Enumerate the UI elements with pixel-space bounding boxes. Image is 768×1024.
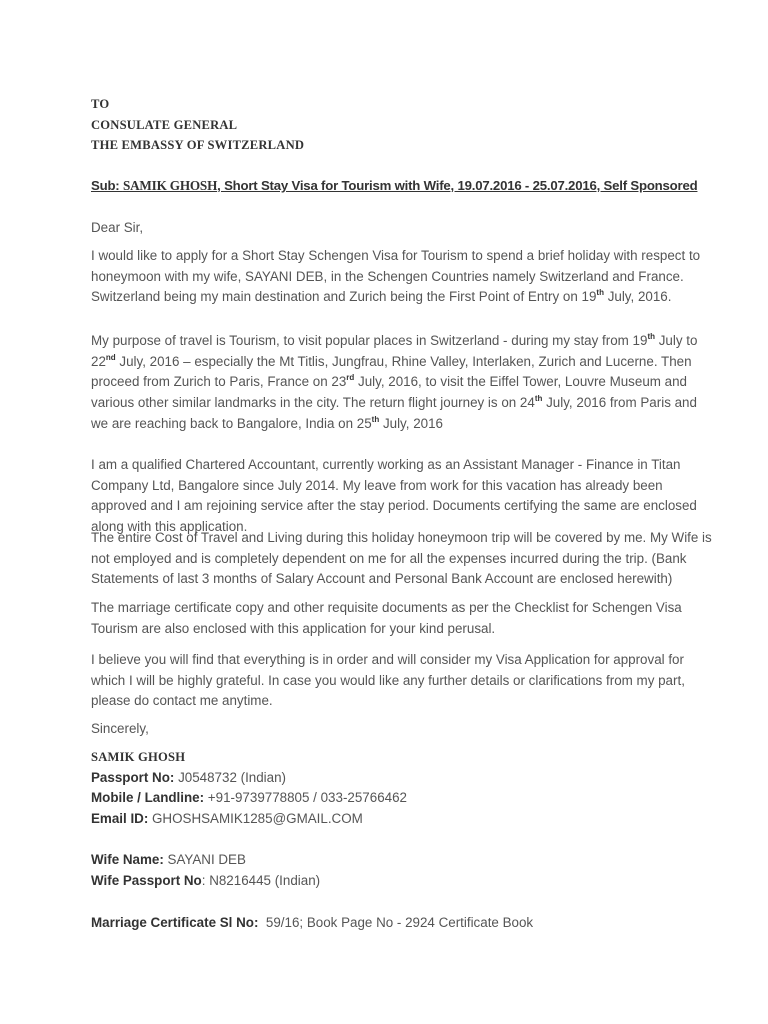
passport-label: Passport No: xyxy=(91,769,175,785)
closing: Sincerely, xyxy=(91,721,149,736)
line-text: The marriage certificate copy and other requisite documents as per the Checklist for Schengen Visa xyxy=(91,600,682,615)
paragraph-line xyxy=(91,372,697,393)
body-paragraph xyxy=(91,528,712,590)
ordinal-suffix: rd xyxy=(346,373,355,383)
paragraph-line xyxy=(91,267,700,288)
salutation: Dear Sir, xyxy=(91,220,144,235)
ordinal-suffix: th xyxy=(647,332,655,341)
line-text: I am a qualified Chartered Accountant, currently working as an Assistant Manager - Finance in Titan xyxy=(91,457,681,472)
recipient-line: THE EMBASSY OF SWITZERLAND xyxy=(91,138,305,153)
paragraph-line xyxy=(91,287,700,308)
line-text: July, 2016 from Paris and xyxy=(542,395,697,411)
ordinal-suffix: th xyxy=(371,414,380,424)
paragraph-line xyxy=(91,569,712,590)
line-text: we are reaching back to Bangalore, India on 25 xyxy=(91,415,372,431)
line-text: various other similar landmarks in the city. The return flight journey is on 24 xyxy=(91,395,535,411)
body-paragraph xyxy=(91,331,697,434)
line-text: July, 2016 – especially the Mt Titlis, Jungfrau, Rhine Valley, Interlaken, Zurich and Lucerne. Then xyxy=(115,353,692,369)
body-paragraph xyxy=(91,246,700,308)
email-value: GHOSHSAMIK1285@GMAIL.COM xyxy=(148,811,363,827)
paragraph-line xyxy=(91,393,697,414)
line-text: July to xyxy=(655,333,698,348)
wife-name-label: Wife Name: xyxy=(91,852,164,868)
email-label: Email ID: xyxy=(91,811,149,827)
line-text: July, 2016. xyxy=(603,289,672,305)
wife-passport-value: : N8216445 (Indian) xyxy=(201,873,321,889)
recipient-line: CONSULATE GENERAL xyxy=(91,117,238,132)
paragraph-line xyxy=(91,691,685,712)
marriage-cert-value: 59/16; Book Page No - 2924 Certificate Book xyxy=(258,914,534,930)
line-text: proceed from Zurich to Paris, France on 23 xyxy=(91,374,347,390)
paragraph-line xyxy=(91,528,712,549)
body-paragraph xyxy=(91,455,697,538)
paragraph-line xyxy=(91,455,697,476)
subject-text: , Short Stay Visa for Tourism with Wife, 19.07.2016 - 25.07.2016, Self Sponsored xyxy=(217,178,698,193)
line-text: The entire Cost of Travel and Living during this holiday honeymoon trip will be covered by me. My Wife is xyxy=(91,530,712,545)
line-text: July, 2016 xyxy=(379,415,443,431)
wife-name-value: SAYANI DEB xyxy=(163,852,246,868)
subject-prefix: Sub: xyxy=(91,178,123,193)
line-text: honeymoon with my wife, SAYANI DEB, in the Schengen Countries namely Switzerland and France. xyxy=(91,268,684,284)
ordinal-suffix: nd xyxy=(105,352,116,362)
line-text: I would like to apply for a Short Stay Schengen Visa for Tourism to spend a brief holiday with respect to xyxy=(91,248,701,263)
subject-line xyxy=(91,176,697,197)
recipient-block xyxy=(91,94,304,156)
line-text: I believe you will find that everything is in order and will consider my Visa Application for approval for xyxy=(91,652,684,667)
marriage-cert-label: Marriage Certificate Sl No: xyxy=(91,914,259,930)
line-text: Tourism are also enclosed with this application for your kind perusal. xyxy=(91,620,496,636)
paragraph-line xyxy=(91,352,697,373)
line-text: along with this application. xyxy=(91,519,248,535)
paragraph-line xyxy=(91,331,697,352)
paragraph-line xyxy=(91,476,697,497)
signer-name: SAMIK GHOSH xyxy=(91,750,186,764)
line-text: Statements of last 3 months of Salary Account and Personal Bank Account are enclosed herewith) xyxy=(91,571,673,587)
paragraph-line xyxy=(91,414,697,435)
ordinal-suffix: th xyxy=(534,394,543,404)
paragraph-line xyxy=(91,598,682,619)
paragraph-line xyxy=(91,246,700,267)
line-text: July, 2016, to visit the Eiffel Tower, Louvre Museum and xyxy=(354,374,687,390)
line-text: please do contact me anytime. xyxy=(91,693,273,709)
paragraph-line xyxy=(91,549,712,570)
line-text: not employed and is completely dependent on me for all the expenses incurred during the trip. (Bank xyxy=(91,550,687,566)
paragraph-line xyxy=(91,650,685,671)
paragraph-line xyxy=(91,671,685,692)
line-text: 22 xyxy=(91,353,106,369)
paragraph-line xyxy=(91,619,682,640)
mobile-label: Mobile / Landline: xyxy=(91,790,205,806)
wife-passport-label: Wife Passport No xyxy=(91,873,202,889)
body-paragraph xyxy=(91,650,685,712)
body-paragraph xyxy=(91,598,682,639)
line-text: which I will be highly grateful. In case you would like any further details or clarifications from my part, xyxy=(91,672,685,688)
paragraph-line xyxy=(91,496,697,517)
passport-value: J0548732 (Indian) xyxy=(174,769,287,785)
recipient-line: TO xyxy=(91,97,110,111)
line-text: My purpose of travel is Tourism, to visit popular places in Switzerland - during my stay from 19 xyxy=(91,333,648,348)
line-text: approved and I am rejoining service after the stay period. Documents certifying the same are enclosed xyxy=(91,498,697,514)
signature-block xyxy=(91,747,533,933)
subject-name: SAMIK GHOSH xyxy=(122,178,218,193)
line-text: Switzerland being my main destination and Zurich being the First Point of Entry on 19 xyxy=(91,289,597,305)
line-text: Company Ltd, Bangalore since July 2014. My leave from work for this vacation has already been xyxy=(91,477,663,493)
mobile-value: +91-9739778805 / 033-25766462 xyxy=(204,790,407,806)
ordinal-suffix: th xyxy=(596,288,604,298)
